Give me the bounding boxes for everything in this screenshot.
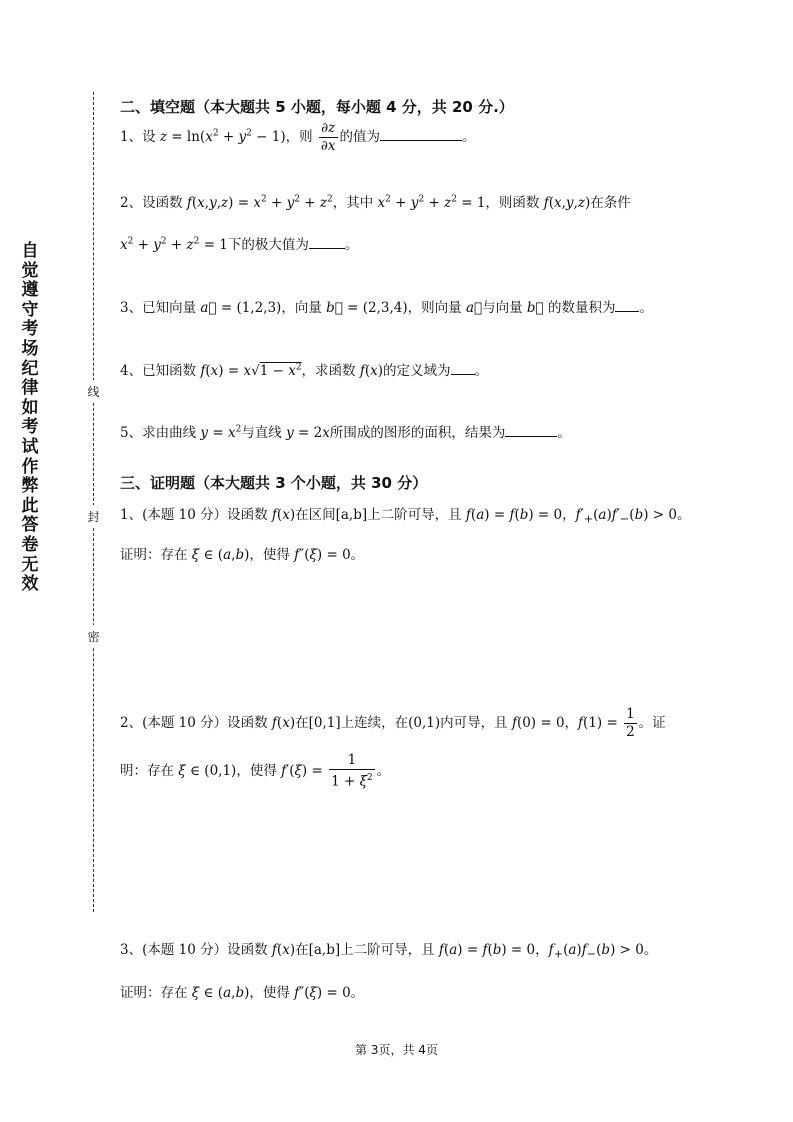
question-2-line2: $x^2 + y^2 + z^2 = 1$下的极大值为 。	[120, 236, 359, 253]
proof-3-line1: 3、(本题 10 分）设函数 f(x)在[a,b]上二阶可导，且 f(a) = f(b) = 0，$f_+(a)f_-(b) > 0$。	[120, 942, 658, 961]
question-2-line1: 2、设函数 $f(x,y,z) = x^2 + y^2 + z^2$，其中 $x^2 + y^2 + z^2 = 1$，则函数 f(x,y,z)在条件	[120, 194, 631, 211]
section3-heading: 三、证明题（本大题共 3 个小题，共 30 分）	[120, 474, 428, 492]
reciprocal-fraction: $\frac{1}{1 + \xi^2}$	[331, 752, 373, 790]
binding-label-line: 线	[85, 380, 102, 403]
answer-blank	[505, 423, 557, 437]
question-3: 3、已知向量 a⃗ = (1,2,3)，向量 b⃗ = (2,3,4)，则向量 a⃗与向量 b⃗ 的数量积为 。	[120, 300, 653, 316]
proof-1-line2: 证明：存在 ξ ∈ (a,b)，使得 f″(ξ) = 0。	[120, 547, 365, 563]
section2-heading: 二、填空题（本大题共 5 小题，每小题 4 分，共 20 分.）	[120, 98, 514, 116]
proof-1-line1: 1、(本题 10 分）设函数 f(x)在区间[a,b]上二阶可导，且 f(a) = f(b) = 0，$f'_+(a)f'_-(b) > 0$。	[120, 507, 691, 526]
answer-blank	[309, 235, 345, 249]
answer-blank	[451, 361, 475, 375]
question-1: 1、设 $z = \ln(x^2 + y^2 - 1)$，则 $\frac{\partial z}{\partial x}$ 的值为 。	[120, 120, 476, 154]
question-4: 4、已知函数 $f(x) = x√1 - x^2$，求函数 f(x)的定义域为 。	[120, 362, 489, 379]
binding-label-secret: 密	[85, 625, 102, 648]
proof-3-line2: 证明：存在 ξ ∈ (a,b)，使得 f″(ξ) = 0。	[120, 985, 365, 1001]
proof-2-line2: 明：存在 ξ ∈ (0,1)，使得 f′(ξ) = $\frac{1}{1 + \xi^2}$ 。	[120, 752, 391, 790]
partial-derivative-fraction: $\frac{\partial z}{\partial x}$	[320, 120, 336, 154]
one-half-fraction: $\frac{1}{2}$	[626, 706, 635, 740]
question-5: 5、求由曲线 $y = x^2$与直线 y = 2x所围成的图形的面积，结果为 。	[120, 424, 571, 441]
binding-label-seal: 封	[85, 505, 102, 528]
answer-blank	[380, 127, 462, 141]
proof-2-line1: 2、(本题 10 分）设函数 f(x)在[0,1]上连续，在(0,1)内可导，且 f(0) = 0，f(1) = $\frac{1}{2}$ 。证	[120, 706, 666, 740]
exam-discipline-notice: 自觉遵守考场纪律如考试作弊此答卷无效	[21, 241, 39, 595]
binding-dashed-line	[93, 92, 94, 912]
page-number: 第 3页，共 4页	[355, 1043, 438, 1057]
answer-blank	[615, 298, 639, 312]
